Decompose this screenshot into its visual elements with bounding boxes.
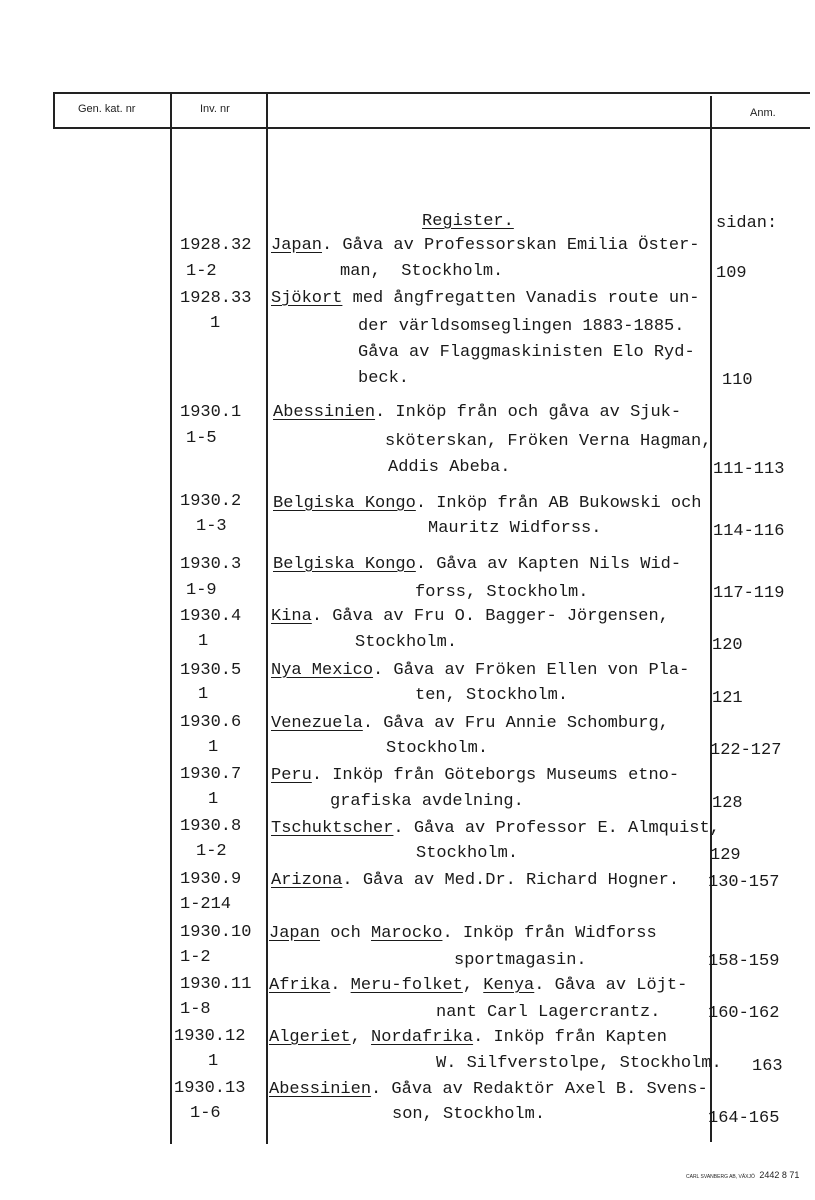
entry-line [271, 767, 679, 784]
entry-text: . Inköp från Göteborgs Museums etno- [311, 766, 680, 785]
country-name: Kina [271, 607, 312, 626]
item-count: 1-2 [180, 948, 211, 967]
inv-number: 1930.7 [180, 765, 242, 784]
header-inv-nr: Inv. nr [200, 103, 230, 115]
inv-number: 1928.33 [180, 289, 252, 308]
item-count: 1-8 [180, 1000, 211, 1019]
entry-text: . Gåva av Professor E. Almquist, [393, 819, 720, 838]
entry-line [271, 237, 699, 254]
entry-text: . Inköp från Kapten [473, 1028, 667, 1047]
page-range: 164-165 [708, 1109, 780, 1128]
inv-number: 1930.8 [180, 817, 242, 836]
item-count: 1 [208, 790, 219, 809]
entry-line [271, 715, 669, 732]
page-range: 129 [710, 846, 741, 865]
country-join: och [320, 924, 372, 943]
inv-number: 1930.3 [180, 555, 242, 574]
entry-line: Stockholm. [416, 844, 519, 863]
printer-imprint [686, 1165, 799, 1183]
page-range: 158-159 [708, 952, 780, 971]
item-count: 1-214 [180, 895, 232, 914]
entry-text: . Inköp från AB Bukowski och [415, 494, 702, 513]
entry-line [271, 608, 669, 625]
page-range: 163 [752, 1057, 783, 1076]
entry-line: ten, Stockholm. [415, 686, 569, 705]
entry-line: Gåva av Flaggmaskinisten Elo Ryd- [358, 343, 695, 362]
printer-name: CARL SVANBERG AB, VÄXJÖ [686, 1174, 755, 1180]
entry-line: Afrika. Meru-folket, Kenya. Gåva av Löjt- [269, 976, 688, 995]
country-name: Japan [269, 924, 321, 943]
inv-number: 1930.9 [180, 870, 242, 889]
entry-line: nant Carl Lagercrantz. [436, 1003, 661, 1022]
country-name: Venezuela [271, 714, 363, 733]
inv-number: 1930.2 [180, 492, 242, 511]
entry-line: Stockholm. [355, 633, 458, 652]
country-name: Nya Mexico [271, 661, 374, 680]
entry-line [273, 556, 681, 573]
entry-line [271, 662, 689, 679]
page-range: 117-119 [713, 584, 785, 603]
item-count: 1 [210, 314, 221, 333]
entry-text: med ångfregatten Vanadis route un- [342, 289, 700, 308]
entry-line [269, 1081, 708, 1098]
item-count: 1-2 [186, 262, 217, 281]
entry-line [269, 925, 657, 942]
register-title: Register. [422, 212, 514, 231]
country-name: Arizona [271, 871, 343, 890]
page-range: 128 [712, 794, 743, 813]
entry-line [271, 290, 699, 307]
item-count: 1-5 [186, 429, 217, 448]
page-range: 111-113 [713, 460, 785, 479]
country-name: Abessinien [273, 403, 376, 422]
inv-number: 1930.5 [180, 661, 242, 680]
item-count: 1 [198, 685, 209, 704]
item-count: 1-6 [190, 1104, 221, 1123]
entry-text: . Gåva av Fru Annie Schomburg, [362, 714, 669, 733]
inv-number: 1930.11 [180, 975, 252, 994]
entry-text: . Gåva av Fröken Ellen von Pla- [373, 661, 690, 680]
country-name: Peru [271, 766, 312, 785]
country-name: Belgiska Kongo [273, 494, 416, 513]
inv-number: 1930.4 [180, 607, 242, 626]
page-range: 120 [712, 636, 743, 655]
inv-number: 1928.32 [180, 236, 252, 255]
inv-number: 1930.12 [174, 1027, 246, 1046]
entry-line: der världsomseglingen 1883-1885. [358, 317, 685, 336]
page-range: 130-157 [708, 873, 780, 892]
entry-line: son, Stockholm. [392, 1105, 546, 1124]
pages-label: sidan: [716, 214, 778, 233]
entry-line: Stockholm. [386, 739, 489, 758]
header-bottom-rule [53, 127, 810, 129]
entry-line: Mauritz Widforss. [428, 519, 602, 538]
entry-line: sköterskan, Fröken Verna Hagman, [385, 432, 712, 451]
country-name: Marocko [371, 924, 443, 943]
inv-number: 1930.1 [180, 403, 242, 422]
entry-line: man, Stockholm. [340, 262, 504, 281]
page-range: 160-162 [708, 1004, 780, 1023]
inv-number: 1930.6 [180, 713, 242, 732]
country-name: Sjökort [271, 289, 343, 308]
column-divider-3 [710, 96, 712, 1142]
page-range: 121 [712, 689, 743, 708]
column-divider-1 [170, 92, 172, 1144]
entry-line: Algeriet, Nordafrika. Inköp från Kapten [269, 1028, 667, 1047]
header-anm: Anm. [750, 107, 776, 119]
entry-line: grafiska avdelning. [330, 792, 524, 811]
inv-number: 1930.13 [174, 1079, 246, 1098]
inv-number: 1930.10 [180, 923, 252, 942]
entry-line [271, 820, 720, 837]
entry-line: beck. [358, 369, 410, 388]
entry-text: . Gåva av Löjt- [534, 976, 688, 995]
entry-text: . Gåva av Kapten Nils Wid- [415, 555, 682, 574]
item-count: 1-9 [186, 581, 217, 600]
entry-line: sportmagasin. [454, 951, 587, 970]
entry-line: Addis Abeba. [388, 458, 511, 477]
item-count: 1 [208, 738, 219, 757]
country-name: Japan [271, 236, 323, 255]
region-name: Kenya [483, 976, 535, 995]
entry-line [271, 872, 679, 889]
item-count: 1 [198, 632, 209, 651]
entry-text: . Gåva av Med.Dr. Richard Hogner. [342, 871, 680, 890]
entry-line: forss, Stockholm. [415, 583, 589, 602]
item-count: 1 [208, 1052, 219, 1071]
page-range: 114-116 [713, 522, 785, 541]
entry-text: . Inköp från Widforss [442, 924, 657, 943]
column-divider-2 [266, 92, 268, 1144]
header-gen-kat-nr: Gen. kat. nr [78, 103, 136, 115]
page-range: 110 [722, 371, 753, 390]
item-count: 1-3 [196, 517, 227, 536]
country-name: Abessinien [269, 1080, 372, 1099]
form-number: 2442 8 71 [759, 1170, 800, 1180]
entry-text: . Inköp från och gåva av Sjuk- [375, 403, 682, 422]
country-name: Afrika [269, 976, 331, 995]
entry-line [273, 404, 681, 421]
people-name: Meru-folket [350, 976, 463, 995]
country-name: Tschuktscher [271, 819, 394, 838]
entry-text: . Gåva av Redaktör Axel B. Svens- [371, 1080, 708, 1099]
country-name: Algeriet [269, 1028, 351, 1047]
country-name: Belgiska Kongo [273, 555, 416, 574]
left-border-line [53, 92, 55, 129]
page-range: 122-127 [710, 741, 782, 760]
entry-line: W. Silfverstolpe, Stockholm. [436, 1054, 722, 1073]
entry-text: . Gåva av Fru O. Bagger- Jörgensen, [311, 607, 669, 626]
entry-text: . Gåva av Professorskan Emilia Öster- [322, 236, 700, 255]
page-range: 109 [716, 264, 747, 283]
item-count: 1-2 [196, 842, 227, 861]
entry-line [273, 495, 701, 512]
country-name: Nordafrika [371, 1028, 474, 1047]
header-top-rule [53, 92, 810, 94]
